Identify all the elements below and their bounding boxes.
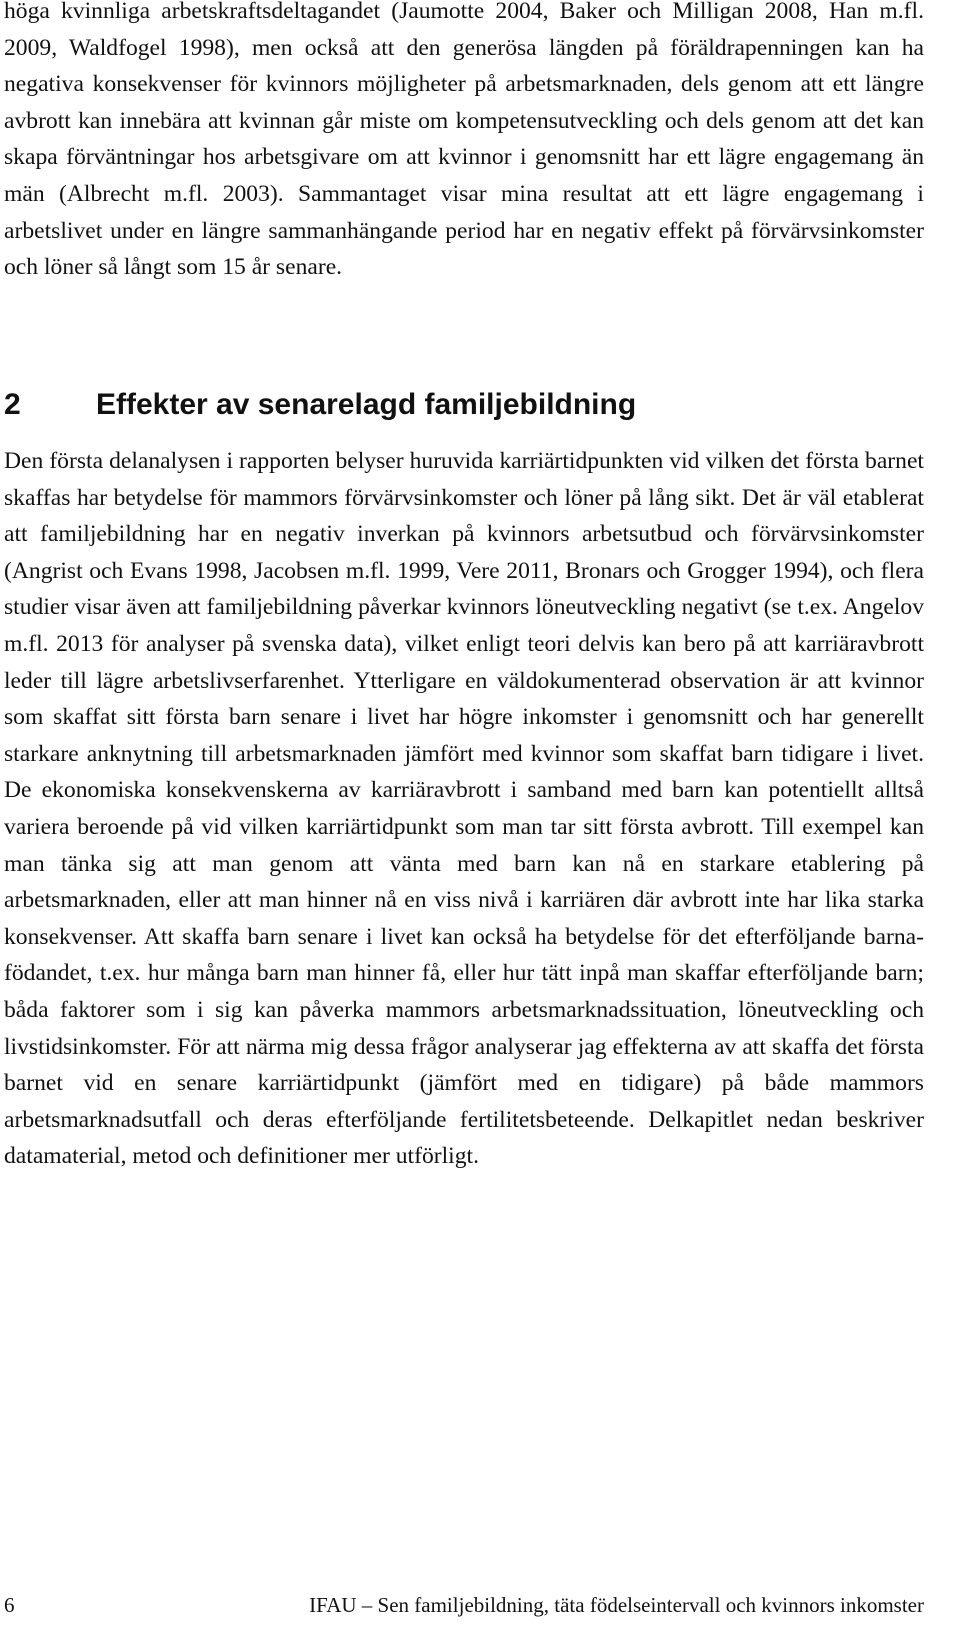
running-title: IFAU – Sen familjebildning, täta födelseintervall och kvinnors inkomster (309, 1593, 924, 1617)
section-title: Effekter av senarelagd familjebildning (96, 388, 637, 421)
paragraph-section-body: Den första delanalysen i rapporten belyser huruvida karriärtidpunkten vid vilken det första barnet skaffas har betydelse för mammors förvärvsinkomster och löner på lång sikt. Det är väl etablerat att familjebildning har en negativ inverkan på kvinnors arbetsutbud och förvärvsinkomster (Angrist och Evans 1998, Jacobsen m.fl. 1999, Vere 2011, Bronars och Grogger 1994), och flera studier visar även att familjebildning påverkar kvinnors löneutveckling negativt (se t.ex. Angelov m.fl. 2013 för analyser på svenska data), vilket enligt teori delvis kan bero på att karriäravbrott leder till lägre arbetslivserfarenhet. Ytterligare en väldokumenterad observation är att kvinnor som skaffat sitt första barn senare i livet har högre inkomster i genomsnitt och har generellt starkare anknytning till arbetsmarknaden jämfört med kvinnor som skaffat barn tidigare i livet. De ekonomiska konsekvenskerna av karriäravbrott i samband med barn kan potentiellt alltså variera beroende på vid vilken karriärtidpunkt som man tar sitt första avbrott. Till exempel kan man tänka sig att man genom att vänta med barn kan nå en starkare etablering på arbetsmarknaden, eller att man hinner nå en viss nivå i karriären där avbrott inte har lika starka konsekvenser. Att skaffa barn senare i livet kan också ha betydelse för det efterföljande barnafödandet, t.ex. hur många barn man hinner få, eller hur tätt inpå man skaffar efterföljande barn; båda faktorer som i sig kan påverka mammors arbetsmarknadssituation, löneutveckling och livstidsinkomster. För att närma mig dessa frågor analyserar jag effekterna av att skaffa det första barnet vid en senare karriärtidpunkt (jämfört med en tidigare) på både mammors arbetsmarknadsutfall och deras efterföljande fertilitetsbeteende. Delkapitlet nedan beskriver datamaterial, metod och definitioner mer utförligt. (4, 448, 924, 1170)
paragraph-continuation: höga kvinnliga arbetskraftsdeltagandet (Jaumotte 2004, Baker och Milligan 2008, Han m.fl. 2009, Waldfogel 1998), men också att den generösa längden på föräldrapenningen kan ha negativa konsekvenser för kvinnors möjligheter på arbetsmarknaden, dels genom att ett längre avbrott kan innebära att kvinnan går miste om kompetensutveckling och dels genom att det kan skapa förväntningar hos arbetsgivare om att kvinnor i genomsnitt har ett lägre engagemang än män (Albrecht m.fl. 2003). Sammantaget visar mina resultat att ett lägre engagemang i arbetslivet under en längre sammanhängande period har en negativ effekt på förvärvsinkomster och löner så långt som 15 år senare. (4, 0, 924, 281)
page-number: 6 (4, 1593, 15, 1617)
section-heading (4, 383, 924, 427)
section-number: 2 (4, 388, 21, 421)
